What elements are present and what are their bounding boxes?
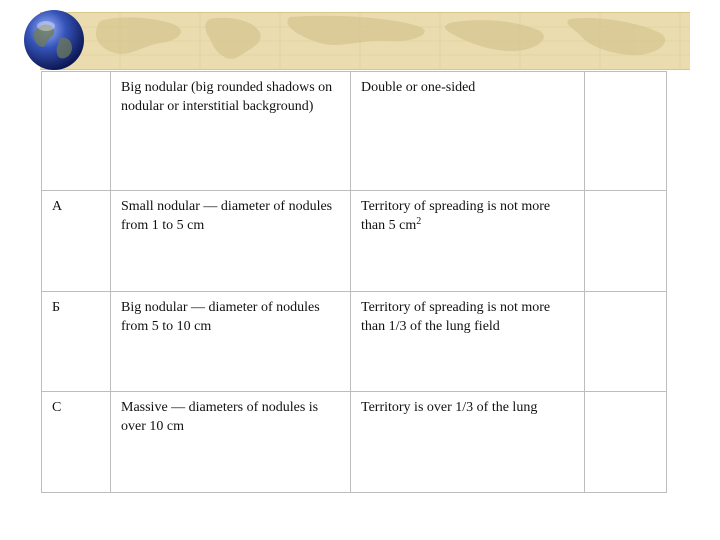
extra-cell: [585, 72, 667, 191]
table-row: [42, 72, 667, 191]
header-map-band: [40, 12, 690, 70]
grade-cell: Б: [42, 292, 111, 392]
grade-cell: A: [42, 191, 111, 292]
world-map-background: [40, 13, 690, 69]
table-row: [42, 292, 667, 392]
nodule-size-cell: Big nodular (big rounded shadows on nodular or interstitial background): [111, 72, 351, 191]
nodule-size-cell: Small nodular — diameter of nodules from 1 to 5 cm: [111, 191, 351, 292]
grade-cell: [42, 72, 111, 191]
table-row: [42, 392, 667, 493]
nodule-size-cell: Massive — diameters of nodules is over 10 cm: [111, 392, 351, 493]
superscript-exponent: 2: [416, 216, 422, 227]
extra-cell: [585, 292, 667, 392]
extra-cell: [585, 191, 667, 292]
nodule-size-cell: Big nodular — diameter of nodules from 5 to 10 cm: [111, 292, 351, 392]
extra-cell: [585, 392, 667, 493]
spread-cell: Territory is over 1/3 of the lung: [351, 392, 585, 493]
classification-table: [41, 71, 667, 493]
spread-cell: Double or one-sided: [351, 72, 585, 191]
spread-cell: [351, 191, 585, 292]
spread-cell: Territory of spreading is not more than 1/3 of the lung field: [351, 292, 585, 392]
table-row: [42, 191, 667, 292]
globe-logo-icon: [22, 8, 86, 72]
grade-cell: C: [42, 392, 111, 493]
spread-text: Territory of spreading is not more than 5 cm: [361, 199, 551, 233]
